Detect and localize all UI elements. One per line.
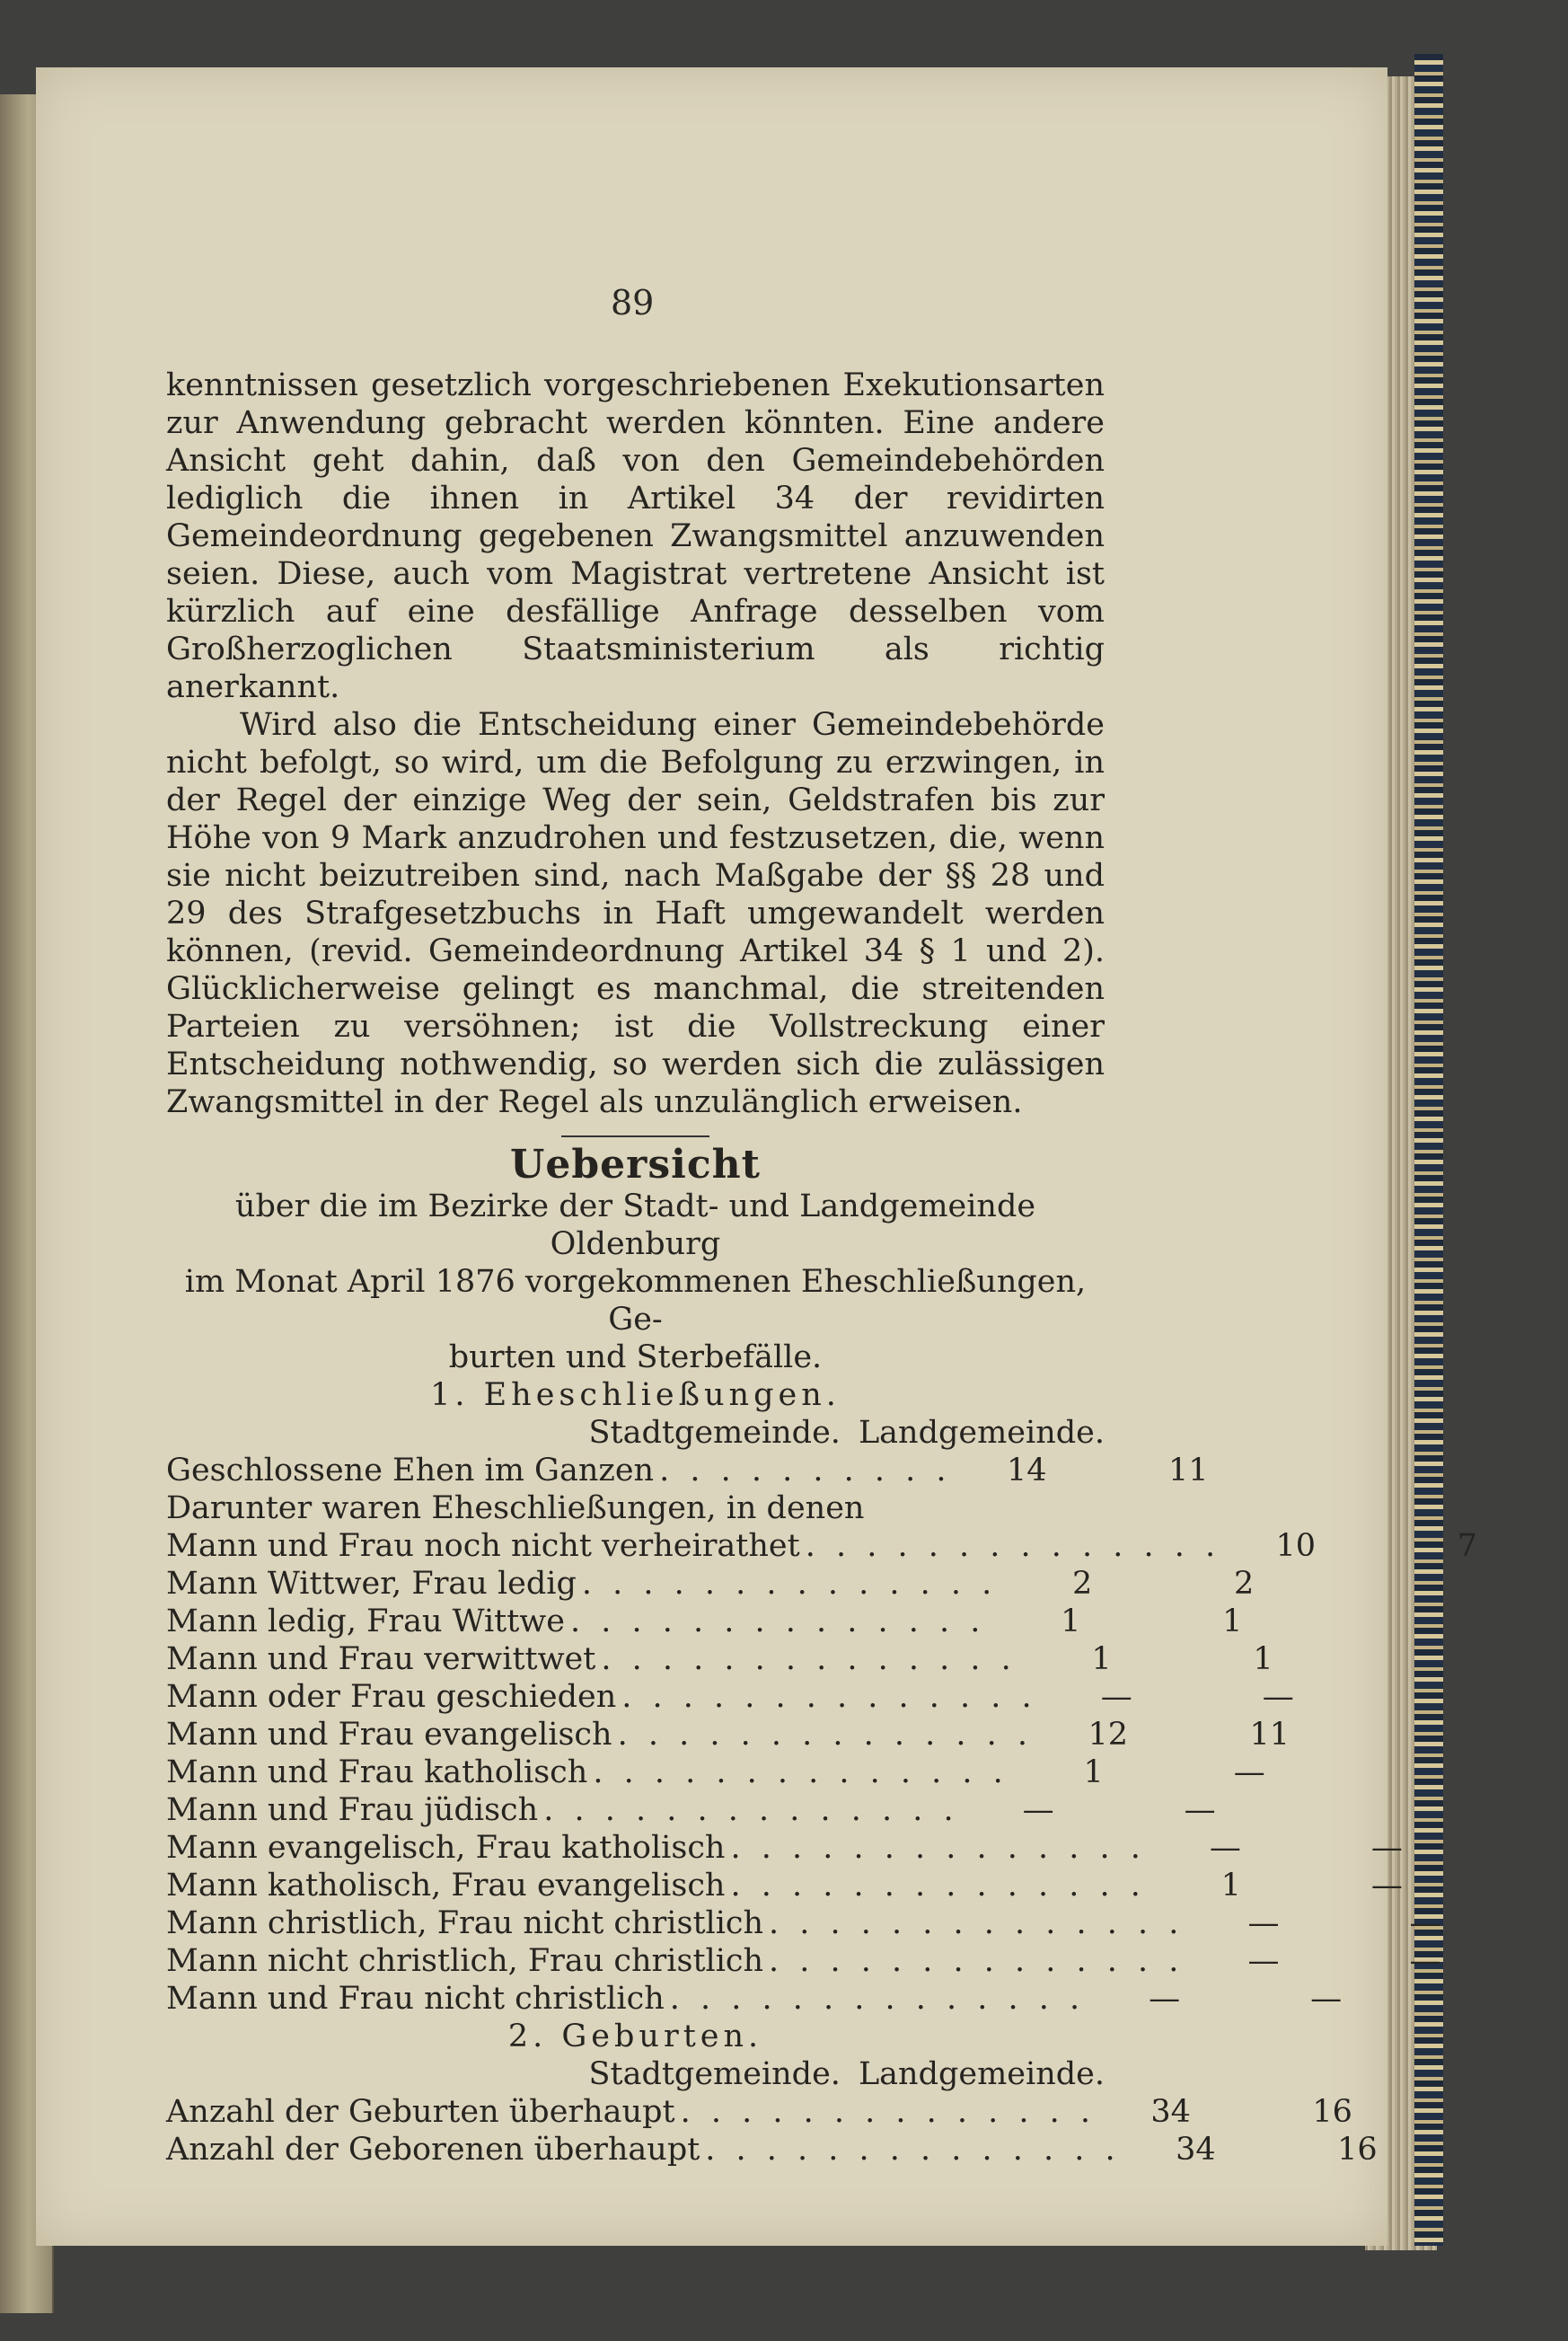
- row-label: Mann und Frau noch nicht verheirathet: [166, 1528, 800, 1564]
- table-row: [166, 1867, 1403, 1904]
- leader-dots: . . . . . . . . . . . . . .: [705, 2132, 1121, 2168]
- leader-dots: . . . . . . . . . . . . . .: [543, 1792, 959, 1828]
- value-city: —: [1100, 1679, 1132, 1715]
- leader-dots: . . . . . . . . . . . . . .: [669, 1981, 1086, 2017]
- leader-dots: . . . . . . . . . . . . . .: [680, 2094, 1096, 2130]
- leader-dots: . . . . . . . . . . . . . .: [730, 1830, 1146, 1866]
- row-label: Anzahl der Geburten überhaupt: [166, 2094, 675, 2130]
- table-row: [166, 1791, 1216, 1829]
- table-row: [166, 2093, 1352, 2131]
- births-column-headers: [166, 2055, 1105, 2093]
- value-city: —: [1247, 1905, 1280, 1941]
- row-label: Mann und Frau jüdisch: [166, 1792, 539, 1828]
- value-rural: —: [1370, 1830, 1403, 1866]
- overview-subtitle-2: im Monat April 1876 vorgekommenen Eheschließungen, Ge-: [184, 1264, 1087, 1338]
- value-city: —: [1022, 1792, 1054, 1828]
- value-city: 14: [1006, 1453, 1047, 1489]
- leader-dots: . . . . . . . . . . . . . .: [569, 1603, 986, 1639]
- value-city: 34: [1176, 2132, 1216, 2168]
- row-label: Mann nicht christlich, Frau christlich: [166, 1943, 764, 1979]
- column-header-city: Stadtgemeinde.: [588, 1415, 841, 1451]
- leader-dots: . . . . . . . . . . . . . .: [593, 1754, 1009, 1790]
- row-label: Mann evangelisch, Frau katholisch: [166, 1830, 726, 1866]
- table-row: [166, 1640, 1273, 1678]
- value-rural: 16: [1312, 2094, 1352, 2130]
- row-label: Anzahl der Geborenen überhaupt: [166, 2132, 700, 2168]
- overview-subtitle-1: über die im Bezirke der Stadt- und Landgemeinde Oldenburg: [234, 1188, 1036, 1262]
- table-row: [166, 1754, 1265, 1791]
- row-label: Mann oder Frau geschieden: [166, 1679, 617, 1715]
- table-row: [166, 1603, 1243, 1640]
- value-rural: 16: [1337, 2132, 1378, 2168]
- row-label: Mann katholisch, Frau evangelisch: [166, 1868, 726, 1904]
- column-header-city: Stadtgemeinde.: [588, 2056, 841, 2092]
- value-rural: —: [1262, 1679, 1294, 1715]
- value-rural: —: [1310, 1981, 1343, 2017]
- column-header-rural: Landgemeinde.: [858, 2056, 1105, 2092]
- leader-dots: . . . . . . . . . . . . . .: [617, 1717, 1033, 1753]
- births-heading: 2. Geburten.: [507, 2019, 763, 2054]
- value-city: 1: [1061, 1603, 1081, 1639]
- marriages-subheading: Darunter waren Eheschließungen, in denen: [166, 1490, 865, 1526]
- value-city: 1: [1083, 1754, 1104, 1790]
- value-rural: 1: [1253, 1641, 1273, 1677]
- value-rural: 11: [1167, 1453, 1209, 1489]
- page-number: 89: [611, 283, 655, 322]
- value-rural: —: [1409, 1905, 1441, 1941]
- marriages-heading: 1. Eheschließungen.: [430, 1377, 841, 1413]
- value-rural: 2: [1233, 1566, 1255, 1602]
- overview-subtitle-3: burten und Sterbefälle.: [448, 1339, 823, 1375]
- leader-dots: . . . . . . . . . . . . . .: [769, 1943, 1185, 1979]
- leader-dots: . . . . . . . . . . . . . .: [581, 1566, 998, 1602]
- marriages-column-headers: [166, 1414, 1105, 1452]
- row-label: Mann und Frau nicht christlich: [166, 1981, 665, 2017]
- value-rural: —: [1184, 1792, 1216, 1828]
- table-row: [166, 1942, 1441, 1980]
- births-table: [166, 2093, 1378, 2169]
- marriages-table: [166, 1527, 1478, 2018]
- leader-dots: . . . . . . . . . . . . . .: [730, 1868, 1146, 1904]
- value-rural: 11: [1249, 1717, 1290, 1753]
- leader-dots: . . . . . . . . . . . . . .: [805, 1528, 1221, 1564]
- value-city: 1: [1091, 1641, 1112, 1677]
- leader-dots: . . . . . . . . . . . . . .: [601, 1641, 1017, 1677]
- row-label: Mann und Frau katholisch: [166, 1754, 588, 1790]
- table-row: [166, 1716, 1290, 1754]
- value-city: —: [1149, 1981, 1181, 2017]
- table-row: [166, 1565, 1255, 1603]
- value-city: —: [1247, 1943, 1280, 1979]
- table-row: [166, 1980, 1343, 2018]
- row-label: Mann christlich, Frau nicht christlich: [166, 1905, 764, 1941]
- row-label: Mann und Frau evangelisch: [166, 1717, 612, 1753]
- value-rural: —: [1409, 1943, 1441, 1979]
- leader-dots: . . . . . . . . . .: [659, 1453, 952, 1489]
- value-rural: 1: [1222, 1603, 1243, 1639]
- leader-dots: . . . . . . . . . . . . . .: [621, 1679, 1037, 1715]
- table-row: [166, 1527, 1478, 1565]
- paragraph-1: kenntnissen gesetzlich vorgeschriebenen Exekutionsarten zur Anwendung gebracht werden könnten. Eine andere Ansicht geht dahin, daß von den Gemeindebehörden lediglich die ihnen in Artikel 34 der revidirten Gemeindeordnung gegebenen Zwangsmittel anzuwenden seien. Diese, auch vom Magistrat vertretene Ansicht ist kürzlich auf eine desfällige Anfrage desselben vom Großherzoglichen Staatsministerium als richtig anerkannt.: [166, 367, 1105, 705]
- table-row: [166, 1678, 1294, 1716]
- value-rural: —: [1233, 1754, 1265, 1790]
- table-row: [166, 2131, 1378, 2169]
- table-row: [166, 1904, 1441, 1942]
- marriages-total-row: [166, 1452, 1209, 1489]
- row-label: Mann und Frau verwittwet: [166, 1641, 596, 1677]
- value-rural: 7: [1457, 1528, 1478, 1564]
- table-row: [166, 1829, 1403, 1867]
- page-content: [166, 367, 1478, 2169]
- leader-dots: . . . . . . . . . . . . . .: [769, 1905, 1185, 1941]
- column-header-rural: Landgemeinde.: [858, 1415, 1105, 1451]
- row-label: Geschlossene Ehen im Ganzen: [166, 1453, 655, 1489]
- value-city: 12: [1088, 1717, 1128, 1753]
- value-city: 10: [1275, 1528, 1317, 1564]
- value-city: 1: [1220, 1868, 1241, 1904]
- separator-rule: [561, 1135, 709, 1137]
- row-label: Mann Wittwer, Frau ledig: [166, 1566, 577, 1602]
- value-city: —: [1209, 1830, 1241, 1866]
- paragraph-2: Wird also die Entscheidung einer Gemeindebehörde nicht befolgt, so wird, um die Befolgung zu erzwingen, in der Regel der einzige Weg der sein, Geldstrafen bis zur Höhe von 9 Mark anzudrohen und festzusetzen, die, wenn sie nicht beizutreiben sind, nach Maßgabe der §§ 28 und 29 des Strafgesetzbuchs in Haft umgewandelt werden können, (revid. Gemeindeordnung Artikel 34 § 1 und 2). Glücklicherweise gelingt es manchmal, die streitenden Parteien zu versöhnen; ist die Vollstreckung einer Entscheidung nothwendig, so werden sich die zulässigen Zwangsmittel in der Regel als unzulänglich erweisen.: [166, 707, 1105, 1120]
- value-city: 2: [1071, 1566, 1093, 1602]
- value-rural: —: [1370, 1868, 1403, 1904]
- value-city: 34: [1150, 2094, 1191, 2130]
- overview-title: Uebersicht: [510, 1142, 761, 1188]
- row-label: Mann ledig, Frau Wittwe: [166, 1603, 565, 1639]
